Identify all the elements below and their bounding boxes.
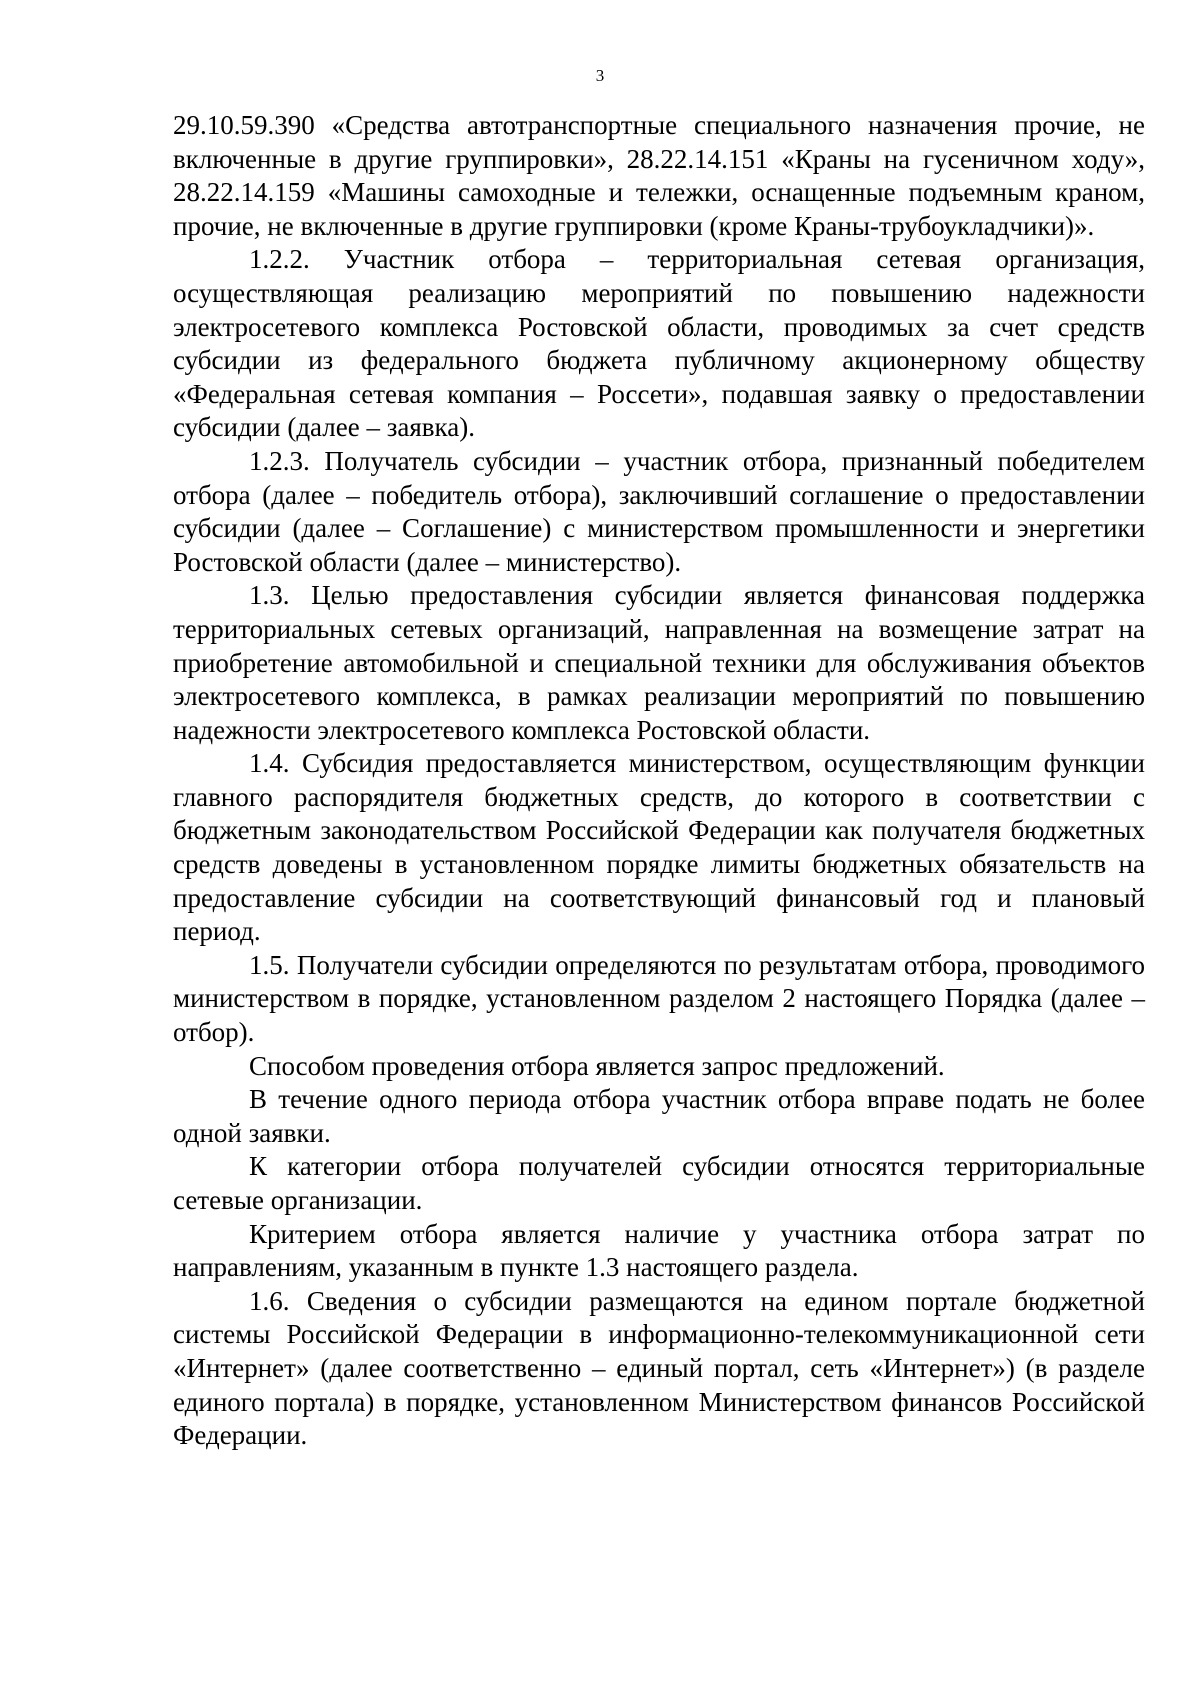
paragraph-selection-criterion: Критерием отбора является наличие у участника отбора затрат по направлениям, указанным в пункте 1.3 настоящего раздела.	[173, 1218, 1145, 1283]
page-number: 3	[595, 66, 605, 85]
paragraph-continuation-okpd-codes: 29.10.59.390 «Средства автотранспортные специального назначения прочие, не включенные в другие группировки», 28.22.14.151 «Краны на гусеничном ходу», 28.22.14.159 «Машины самоходные и тележки, оснащенные подъемным краном, прочие, не включенные в другие группировки (кроме Краны-трубоукладчики)».	[173, 110, 1145, 241]
paragraph-1-4: 1.4. Субсидия предоставляется министерством, осуществляющим функции главного распорядителя бюджетных средств, до которого в соответствии с бюджетным законодательством Российской Федерации как получателя бюджетных средств доведены в установленном порядке лимиты бюджетных обязательств на предоставление субсидии на соответствующий финансовый год и плановый период.	[173, 748, 1145, 947]
paragraph-1-2-2: 1.2.2. Участник отбора – территориальная сетевая организация, осуществляющая реализацию мероприятий по повышению надежности электросетевого комплекса Ростовской области, проводимых за счет средств субсидии из федерального бюджета публичному акционерному обществу «Федеральная сетевая компания – Россети», подавшая заявку о предоставлении субсидии (далее – заявка).	[173, 244, 1145, 443]
paragraph-application-limit: В течение одного периода отбора участник отбора вправе подать не более одной заявки.	[173, 1084, 1145, 1148]
paragraph-1-6: 1.6. Сведения о субсидии размещаются на едином портале бюджетной системы Российской Федерации в информационно-телекоммуникационной сети «Интернет» (далее соответственно – единый портал, сеть «Интернет») (в разделе единого портала) в порядке, установленном Министерством финансов Российской Федерации.	[173, 1285, 1145, 1451]
paragraph-1-5: 1.5. Получатели субсидии определяются по результатам отбора, проводимого министерством в порядке, установленном разделом 2 настоящего Порядка (далее – отбор).	[173, 949, 1145, 1048]
paragraph-selection-category: К категории отбора получателей субсидии относятся территориальные сетевые организации.	[173, 1151, 1145, 1215]
paragraph-1-3: 1.3. Целью предоставления субсидии является финансовая поддержка территориальных сетевых организаций, направленная на возмещение затрат на приобретение автомобильной и специальной техники для обслуживания объектов электросетевого комплекса, в рамках реализации мероприятий по повышению надежности электросетевого комплекса Ростовской области.	[173, 580, 1145, 745]
paragraph-selection-method: Способом проведения отбора является запрос предложений.	[249, 1050, 945, 1081]
document-body	[173, 109, 1145, 1453]
paragraph-1-2-3: 1.2.3. Получатель субсидии – участник отбора, признанный победителем отбора (далее – победитель отбора), заключивший соглашение о предоставлении субсидии (далее – Соглашение) с министерством промышленности и энергетики Ростовской области (далее – министерство).	[173, 445, 1145, 577]
